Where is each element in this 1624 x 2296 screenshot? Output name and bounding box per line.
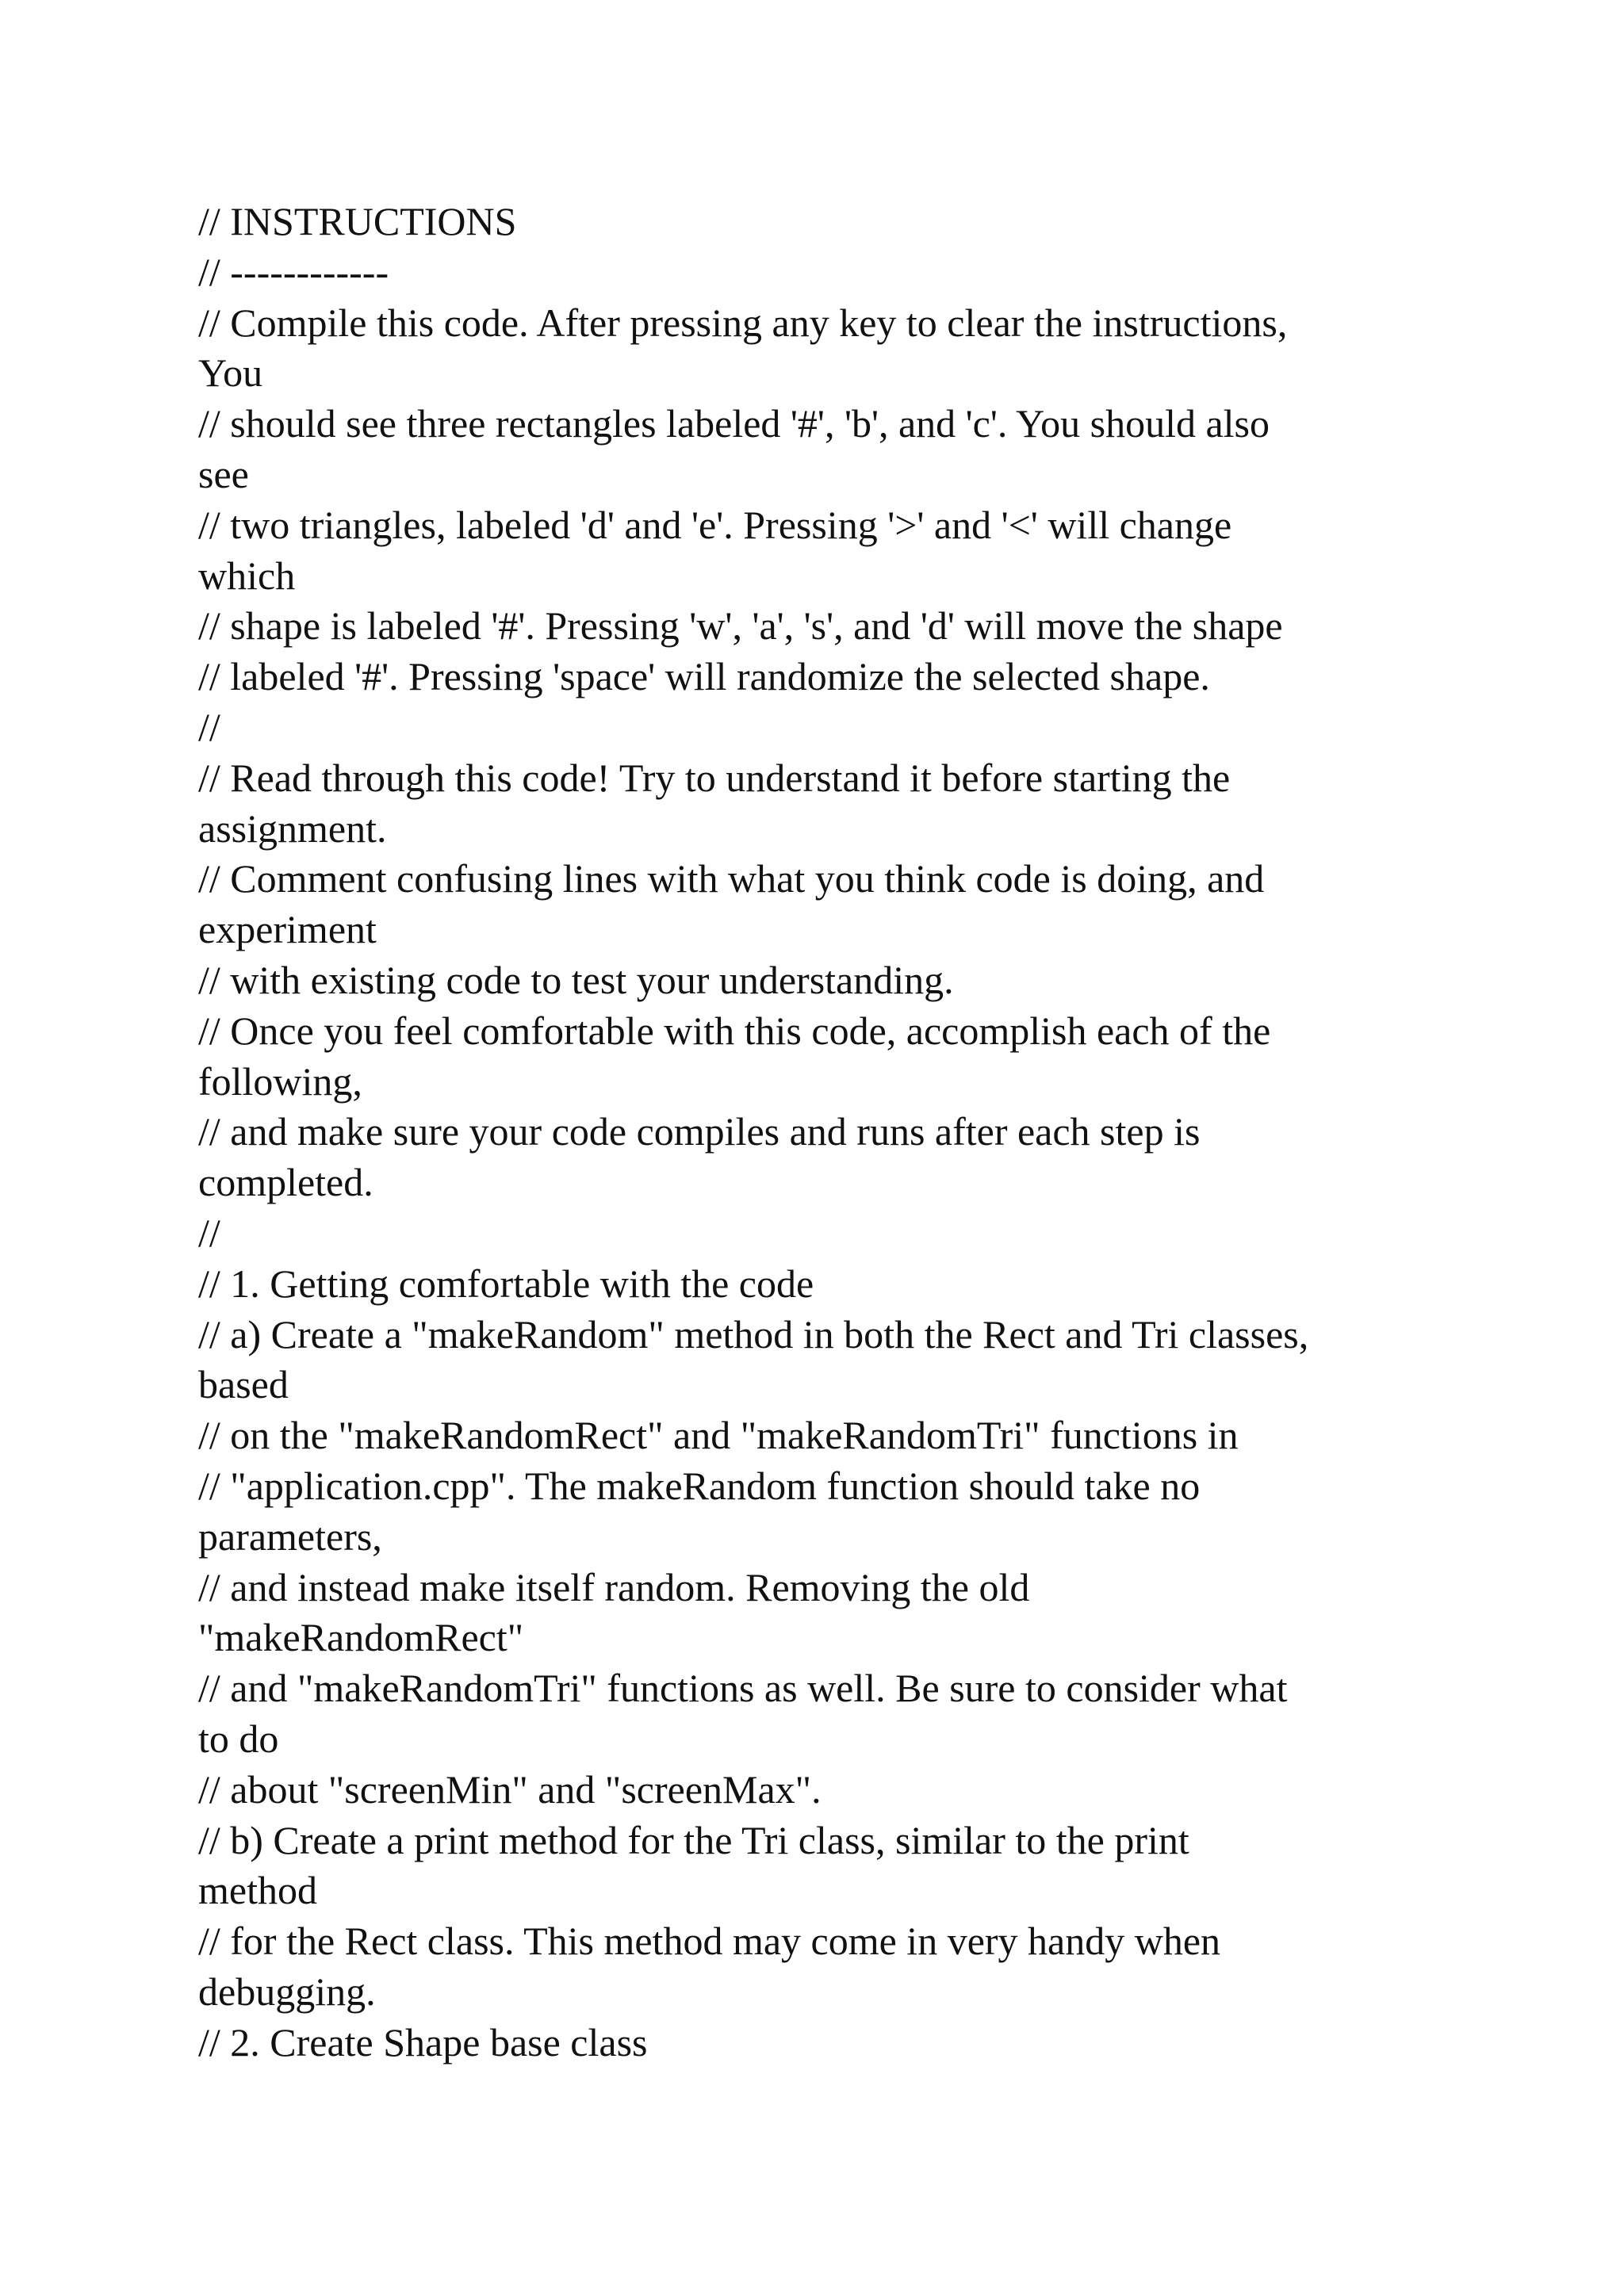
text-line: // Once you feel comfortable with this code, accomplish each of the: [198, 1008, 1271, 1053]
text-line: experiment: [198, 907, 377, 952]
text-line: You: [198, 350, 263, 396]
text-line: // 1. Getting comfortable with the code: [198, 1261, 814, 1306]
text-line: // Compile this code. After pressing any key to clear the instructions,: [198, 300, 1288, 345]
text-line: completed.: [198, 1160, 373, 1205]
text-line: // 2. Create Shape base class: [198, 2019, 648, 2064]
text-line: // Comment confusing lines with what you think code is doing, and: [198, 856, 1265, 901]
text-line: // and "makeRandomTri" functions as well. Be sure to consider what: [198, 1666, 1288, 1711]
text-line: based: [198, 1362, 289, 1407]
text-line: // with existing code to test your understanding.: [198, 957, 954, 1002]
text-line: // two triangles, labeled 'd' and 'e'. Pressing '>' and '<' will change: [198, 502, 1232, 547]
text-line: see: [198, 451, 249, 496]
text-line: // Read through this code! Try to understand it before starting the: [198, 755, 1231, 800]
text-line: // "application.cpp". The makeRandom function should take no: [198, 1463, 1201, 1508]
text-line: // and instead make itself random. Removing the old: [198, 1564, 1030, 1609]
text-line: // b) Create a print method for the Tri class, similar to the print: [198, 1817, 1189, 1862]
text-line: to do: [198, 1716, 279, 1761]
text-line: // shape is labeled '#'. Pressing 'w', 'a', 's', and 'd' will move the shape: [198, 603, 1283, 649]
text-line: // a) Create a "makeRandom" method in both the Rect and Tri classes,: [198, 1311, 1309, 1357]
text-line: // about "screenMin" and "screenMax".: [198, 1766, 822, 1812]
text-line: //: [198, 704, 220, 749]
text-line: // ------------: [198, 249, 389, 294]
text-line: // labeled '#'. Pressing 'space' will randomize the selected shape.: [198, 654, 1210, 699]
text-line: following,: [198, 1058, 362, 1104]
text-line: // INSTRUCTIONS: [198, 199, 517, 243]
text-line: assignment.: [198, 806, 387, 851]
text-line: method: [198, 1868, 317, 1913]
text-line: // and make sure your code compiles and runs after each step is: [198, 1109, 1201, 1154]
text-line: which: [198, 553, 296, 598]
text-line: // for the Rect class. This method may come in very handy when: [198, 1919, 1221, 1964]
text-line: // on the "makeRandomRect" and "makeRandomTri" functions in: [198, 1413, 1239, 1458]
text-line: "makeRandomRect": [198, 1615, 524, 1660]
instructions-text: [198, 197, 1435, 2068]
text-line: //: [198, 1210, 220, 1255]
text-line: debugging.: [198, 1969, 376, 2014]
text-line: parameters,: [198, 1513, 382, 1559]
text-line: // should see three rectangles labeled '#', 'b', and 'c'. You should also: [198, 401, 1270, 446]
